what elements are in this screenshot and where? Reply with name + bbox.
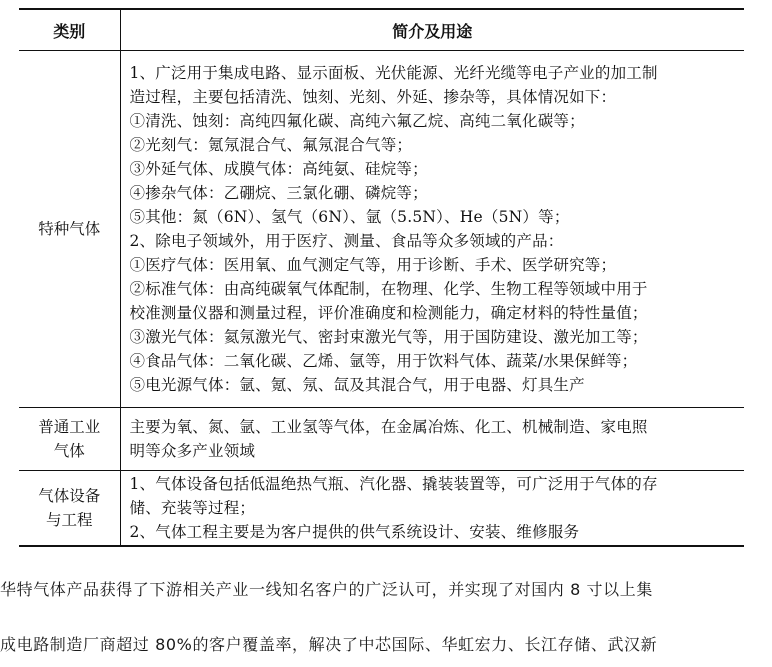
description-line: ④掺杂气体：乙硼烷、三氯化硼、磷烷等；: [129, 184, 428, 202]
description-line: ②标准气体：由高纯碳氧气体配制，在物理、化学、生物工程等领域中用于: [129, 280, 648, 298]
description-cell: [120, 51, 744, 408]
body-paragraph-line: 成电路制造厂商超过 80%的客户覆盖率，解决了中芯国际、华虹宏力、长江存储、武汉新: [0, 635, 658, 654]
description-line: 2、除电子领域外，用于医疗、测量、食品等众多领域的产品：: [129, 232, 564, 250]
description-cell: [120, 471, 744, 547]
description-line: ③外延气体、成膜气体：高纯氨、硅烷等；: [129, 160, 428, 178]
description-line: 明等众多产业领域: [129, 442, 256, 460]
description-line: ⑤其他：氮（6N）、氢气（6N）、氩（5.5N）、He（5N）等；: [129, 208, 570, 226]
description-line: ③激光气体：氦氖激光气、密封束激光气等，用于国防建设、激光加工等；: [129, 328, 648, 346]
category-label: 特种气体: [38, 220, 101, 238]
table-row: [19, 471, 744, 547]
body-paragraph-line: 华特气体产品获得了下游相关产业一线知名客户的广泛认可，并实现了对国内 8 寸以上集: [0, 580, 653, 599]
category-cell: [19, 408, 120, 471]
table-row: [19, 51, 744, 408]
category-label: 普通工业: [38, 418, 101, 436]
table-header-row: [19, 9, 744, 51]
gas-category-table: [19, 8, 744, 547]
description-line: ①清洗、蚀刻：高纯四氟化碳、高纯六氟乙烷、高纯二氧化碳等；: [129, 112, 585, 130]
description-cell: [120, 408, 744, 471]
table-row: [19, 408, 744, 471]
category-label: 气体: [53, 442, 85, 460]
description-line: 1、广泛用于集成电路、显示面板、光伏能源、光纤光缆等电子产业的加工制: [129, 64, 658, 82]
description-line: 校准测量仪器和测量过程，评价准确度和检测能力，确定材料的特性量值；: [129, 304, 648, 322]
category-cell: [19, 471, 120, 547]
description-line: 储、充装等过程；: [129, 499, 256, 517]
header-category: 类别: [19, 9, 120, 51]
description-line: ④食品气体：二氧化碳、乙烯、氩等，用于饮料气体、蔬菜/水果保鲜等；: [129, 352, 638, 370]
header-description: 简介及用途: [120, 9, 744, 51]
description-line: 主要为氧、氮、氩、工业氢等气体，在金属冶炼、化工、机械制造、家电照: [129, 418, 648, 436]
description-line: ⑤电光源气体：氩、氪、氖、氙及其混合气，用于电器、灯具生产: [129, 376, 585, 394]
category-label: 气体设备: [38, 487, 101, 505]
description-line: ②光刻气：氪氖混合气、氟氖混合气等；: [129, 136, 413, 154]
description-line: 1、气体设备包括低温绝热气瓶、汽化器、撬装装置等，可广泛用于气体的存: [129, 475, 658, 493]
category-cell: [19, 51, 120, 408]
description-line: 造过程，主要包括清洗、蚀刻、光刻、外延、掺杂等，具体情况如下：: [129, 88, 617, 106]
description-line: 2、气体工程主要是为客户提供的供气系统设计、安装、维修服务: [129, 523, 580, 541]
description-line: ①医疗气体：医用氧、血气测定气等，用于诊断、手术、医学研究等；: [129, 256, 617, 274]
category-label: 与工程: [45, 511, 93, 529]
